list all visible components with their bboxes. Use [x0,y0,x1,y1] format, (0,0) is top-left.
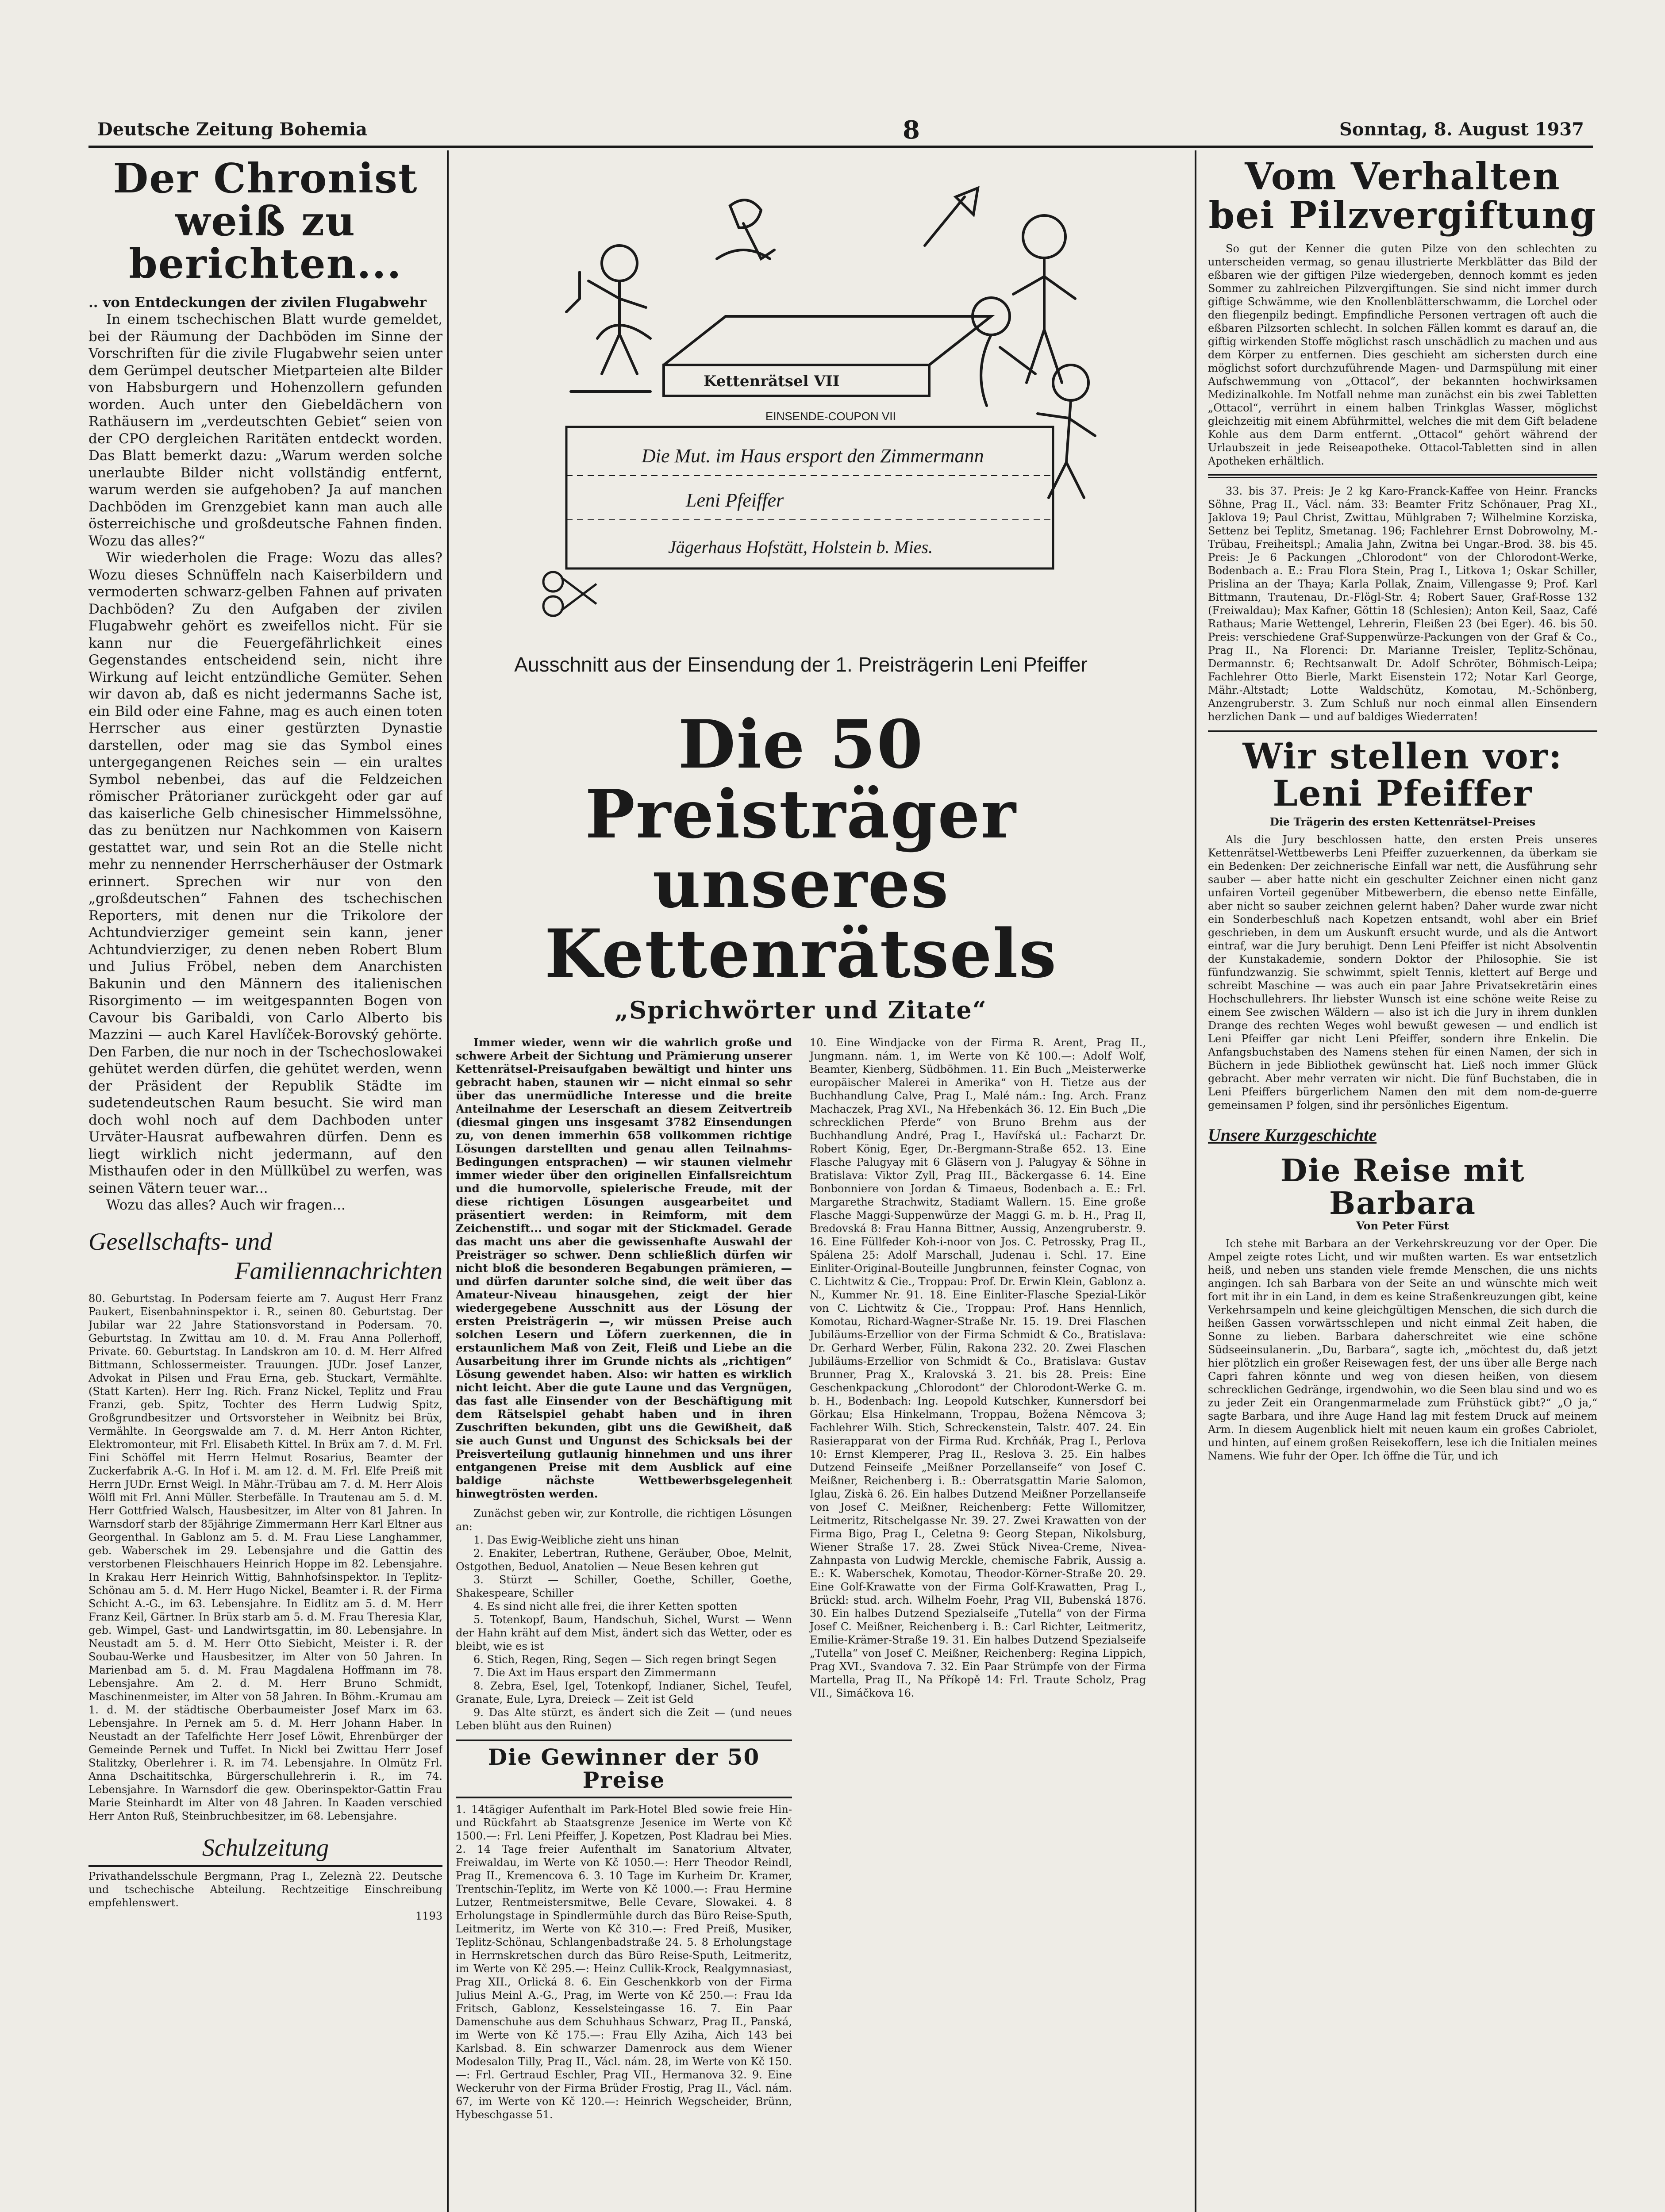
winners-rule-bottom [456,1797,792,1798]
solution-5: 5. Totenkopf, Baum, Handschuh, Sichel, Wurst — Wenn der Hahn kräht auf dem Mist, ändert sich das Wetter, oder es bleibt, wie es ist [456,1613,792,1652]
paper-name: Deutsche Zeitung Bohemia [97,119,367,140]
pilz-headline: Vom Verhalten bei Pilzvergiftung [1208,154,1597,238]
coupon-entry-name: Leni Pfeiffer [686,489,784,511]
winners-left-column [456,1036,792,2121]
contest-intro: Immer wieder, wenn wir die wahrlich große und schwere Arbeit der Sichtung und Prämierung unserer Kettenrätsel-Preisaufgaben bewältigt und hinter uns gebracht haben, staunen wir — nicht einmal so sehr über das unermüdliche Interesse und die breite Anteilnahme der Leserschaft an diesem Zeitvertreib (diesmal gingen uns insgesamt 3782 Einsendungen zu, von denen immerhin 658 vollkommen richtige Lösungen darstellten und genau allen Teilnahms-Bedingungen entsprachen) — wir staunen vielmehr immer wieder über den originellen Einfallsreichtum und die humorvolle, spielerische Freude, mit der diese richtigen Lösungen ausgearbeitet und präsentiert werden: in Reimform, mit dem Zeichenstift... und sogar mit der Stickmadel. Gerade das macht uns aber die gewissenhafte Auswahl der Preisträger so schwer. Denn schließlich dürfen wir nicht bloß die besonderen Begabungen prämieren, — und dürfen darunter solche sind, die weit über das Amateur-Niveau hinausgehen, zeigt der hier wiedergegebene Ausschnitt aus der Lösung der ersten Preisträgerin —, wir müssen Preise auch solchen Lesern und Löfern zuerkennen, die in erstaunlichem Maß von Zeit, Fleiß und Liebe an die Ausarbeitung ihrer im Grunde nichts als „richtigen“ Lösung gewendet haben. Also: wir hatten es wirklich nicht leicht. Aber die gute Laune und das Vergnügen, das fast alle Einsender von der Beschäftigung mit dem Rätselspiel gehabt haben und in ihren Zuschriften bekunden, gibt uns die Gewißheit, daß sie auch Gunst und Ungunst des Schicksals bei der Preisverteilung gutlaunig hinnehmen und uns ihrer entgangenen Preise mit dem Ausblick auf eine baldige nächste Wettbewerbsgelegenheit hinwegtrösten werden. [456,1036,792,1500]
chronist-para-3: Wozu das alles? Auch wir fragen... [106,1197,346,1214]
society-heading-line-2: Familiennachrichten [235,1257,442,1285]
winners-list-part-2: 10. Eine Windjacke von der Firma R. Arent, Prag II., Jungmann. nám. 1, im Werte von Kč 100.—: Adolf Wolf, Beamter, Kienberg, Südböhmen. 11. Ein Buch „Meisterwerke europäischer Malerei in Amerika“ von H. Tietze aus der Buchhandlung Calve, Prag I., Malé nám.: Ing. Arch. Franz Machaczek, Prag XVI., Na Hřebenkách 36. 12. Ein Buch „Die schrecklichen Pferde“ von Bruno Brehm aus der Buchhandlung André, Prag I., Havířská ul.: Facharzt Dr. Robert König, Eger, Dr.-Bergmann-Straße 652. 13. Eine Flasche Palugyay mit 6 Gläsern von J. Palugyay & Söhne in Bratislava: Viktor Zyll, Prag III., Bäckergasse 6. 14. Eine Bonbonniere von Jordan & Timaeus, Bodenbach a. E.: Frl. Margarethe Strachwitz, Stadiamt Wallern. 15. Eine große Flasche Maggi-Suppenwürze der Maggi G. m. b. H., Prag II, Bredovská 8: Frau Hanna Bittner, Aussig, Anzengruberstr. 9. 16. Eine Füllfeder Koh-i-noor von Jos. C. Petrossky, Prag II., Spálena 25: Adolf Marschall, Judenau i. Schl. 17. Eine Einliter-Original-Bouteille Jungbrunnen, feinster Cognac, von C. Lichtwitz & Cie., Troppau: Prof. Dr. Erwin Klein, Gablonz a. N., Kummer Nr. 91. 18. Eine Einliter-Flasche Spezial-Likör von C. Lichtwitz & Cie., Troppau: Prof. Hans Hennlich, Komotau, Richard-Wagner-Straße Nr. 15. 19. Drei Flaschen Jubiläums-Erzellior von der Firma Schmidt & Co., Bratislava: Dr. Gerhard Werber, Fülin, Rakona 232. 20. Zwei Flaschen Jubiläums-Erzellior von Schmidt & Co., Bratislava: Gustav Brunner, Prag X., Kralovská 3. 21. bis 28. Preis: Eine Geschenkpackung „Chlorodont“ der Chlorodont-Werke G. m. b. H., Bodenbach: Ing. Leopold Kutschker, Kunnersdorf bei Görkau; Elsa Hinkelmann, Troppau, Božena Němcova 3; Fachlehrer Wilh. Stich, Schreckenstein, Talstr. 407. 24. Ein Rasierapparat von der Firma Rud. Krchňák, Prag I., Perlova 10: Ernst Klemperer, Prag II., Reslova 3. 25. Ein halbes Dutzend Feinseife „Meißner Porzellanseife“ von Josef C. Meißner, Reichenberg i. B.: Oberratsgattin Marie Salomon, Iglau, Ziskà 6. 26. Ein halbes Dutzend Meißner Porzellanseife von Josef C. Meißner, Reichenberg: Fette Willomitzer, Leitmeritz, Ritschelgasse Nr. 39. 27. Zwei Krawatten von der Firma Bigo, Prag I., Celetna 9: Georg Stepan, Nikolsburg, Wiener Straße 17. 28. Zwei Stück Nivea-Creme, Nivea-Zahnpasta von Ludwig Merckle, chemische Fabrik, Aussig a. E.: K. Waberschek, Komotau, Theodor-Körner-Straße 20. 29. Eine Golf-Krawatte von der Firma Golf-Krawatten, Prag I., Brückl: stud. arch. Wilhelm Foehr, Prag VII, Bubenská 1876. 30. Ein halbes Dutzend Spezialseife „Tutella“ von der Firma Josef C. Meißner, Reichenberg i. B.: Carl Richter, Leitmeritz, Emilie-Krämer-Straße 19. 31. Ein halbes Dutzend Spezialseife „Tutella“ von Josef C. Meißner, Reichenberg: Regina Lippich, Prag XVI., Svandova 7. 32. Ein Paar Strümpfe von der Firma Martella, Prag II., Na Příkopě 14: Frl. Traute Scholz, Prag VII., Simáčkova 16. [810,1036,1146,1699]
chronist-para-2: Wir wiederholen die Frage: Wozu das alles? Wozu dieses Schnüffeln nach Kaiserbildern und vermoderten schwarz-gelben Fahnen auf privaten Dachböden? Zu den Aufgaben der zivilen Flugabwehr gehört es zweifellos nicht. Für sie kann nur die Feuergefährlichkeit eines Gegenstandes entscheidend sein, nicht ihre Wirkung auf leicht entzündliche Gemüter. Sehen wir davon ab, daß es nicht jedermanns Sache ist, ein Bild oder eine Fahne, mag es auch einen toten Herrscher aus einer gestürzten Dynastie darstellen, oder mag sie das Symbol eines untergegangenen Reiches sein — ein uraltes Symbol nebenbei, das auf die Feldzeichen römischer Prätorianer zurückgeht oder gar auf das kaiserliche Gelb chinesischer Himmelssöhne, das zu benützen nur Nachkommen von Kaisern gestattet war, und sein Rot an die Stelle nicht mehr zu nennender Herrscherhäuser der Ostmark erinnert. Sprechen wir nur von den „großdeutschen“ Fahnen des tschechischen Reporters, mit denen nur die Trikolore der Achtundvierziger gemeint sein kann, jener Achtundvierziger, zu denen neben Robert Blum und Julius Fröbel, neben dem Anarchisten Bakunin und den Männern des italienischen Risorgimento — im weitgespannten Bogen von Cavour bis Garibaldi, von Carlo Alberto bis Mazzini — auch Karel Havlíček-Borovský gehörte. Den Farben, die nur noch in der Tschechoslowakei gehütet werden dürfen, die gehütet werden, wenn der Präsident der Republik Städte im sudetendeutschen Raum besucht. Sie wird man doch wohl noch auf dem Dachboden unter Urväter-Hausrat aufbewahren dürfen. Denn es liegt wirklich nicht jedermann, auf den Misthaufen oder in den Müllkübel zu werfen, was seinen Vätern teuer war... [88,550,442,1196]
winners-list-part-1: 1. 14tägiger Aufenthalt im Park-Hotel Bled sowie freie Hin- und Rückfahrt ab Staatsgrenze Jesenice im Werte von Kč 1500.—: Frl. Leni Pfeiffer, J. Kopetzen, Post Kladrau bei Mies. 2. 14 Tage freier Aufenthalt im Sanatorium Altvater, Freiwaldau, im Werte von Kč 1050.—: Herr Theodor Reindl, Prag II., Kremencova 6. 3. 10 Tage im Kurheim Dr. Kramer, Trentschin-Teplitz, im Werte von Kč 1000.—: Frau Hermine Lutzer, Rentmeistersmitwe, Belle Cevare, Slowakei. 4. 8 Erholungstage in Spindlermühle durch das Büro Reise-Sputh, Leitmeritz, im Werte von Kč 310.—: Fred Preiß, Musiker, Teplitz-Schönau, Schlangenbadstraße 24. 5. 8 Erholungstage in Herrnskretschen durch das Büro Reise-Sputh, Leitmeritz, im Werte von Kč 295.—: Heinz Cullik-Krock, Realgymnasiast, Prag XII., Orlická 8. 6. Ein Geschenkkorb von der Firma Julius Meinl A.-G., Prag, im Werte von Kč 250.—: Frau Ida Fritsch, Gablonz, Kesselsteingasse 16. 7. Ein Paar Damenschuhe aus dem Schuhhaus Schwarz, Prag II., Panská, im Werte von Kč 175.—: Frau Elly Aziha, Aich 143 bei Karlsbad. 8. Ein schwarzer Damenrock aus dem Wiener Modesalon Tilly, Prag II., Václ. nám. 28, im Werte von Kč 150.—: Frl. Gertraud Eschler, Prag VII., Hermanova 32. 9. Eine Weckeruhr von der Firma Brüder Frostig, Prag II., Václ. nám. 67, im Werte von Kč 120.—: Heinrich Wegscheider, Brünn, Hybeschgasse 51. [456,1803,792,2121]
right-column [1208,153,1597,2212]
chronist-lede: .. von Entdeckungen der zivilen Flugabwehr [88,294,427,311]
solutions-intro: Zunächst geben wir, zur Kontrolle, die richtigen Lösungen an: [456,1507,792,1533]
coupon-entry-solution: Die Mut. im Haus ersport den Zimmermann [642,445,984,467]
main-subhead: „Sprichwörter und Zitate“ [615,996,987,1024]
leni-headline-line-1: Wir stellen vor: [1242,735,1563,777]
chronist-para-1: In einem tschechischen Blatt wurde gemeldet, bei der Räumung der Dachböden im Sinne der Vorschriften für die zivile Flugabwehr seien unter dem Gerümpel deutscher Mietparteien alte Bilder von Habsburgern und Hohenzollern gefunden worden. Auch unter den Giebeldächern von Rathäusern im „verdeutschten Gebiet“ seien von der CPO dergleichen Raritäten entdeckt worden. Das Blatt bemerkt dazu: „Warum werden solche unerlaubte Bilder nicht vollständig entfernt, warum werden sie aufgehoben? Ja auf manchen Dachböden im Grenzgebiet kann man auch alle österreichische und großdeutsche Fahnen finden. Wozu das alles?“ [88,311,442,549]
story-text: Ich stehe mit Barbara an der Verkehrskreuzung vor der Oper. Die Ampel zeigte rotes Licht, und wir mußten warten. Es war entsetzlich heiß, und neben uns standen viele fremde Menschen, die uns nichts angingen. Ich sah Barbara von der Seite an und wünschte mich weit fort mit ihr in ein Land, in dem es keine Straßenkreuzungen gibt, keine Verkehrsampeln und keine gleichgültigen Menschen, die sich durch die heißen Gassen vorwärtsschlepen und nicht einmal Zeit haben, die Sonne zu lieben. Barbara daherschreitet wie eine schöne Südseeinsulanerin. „Du, Barbara“, sagte ich, „möchtest du, daß jetzt hier plötzlich ein großer Reisewagen fest, der uns über alle Berge nach Capri fahren könnte und weg von diesen heißen, von diesem schrecklichen Gedränge, irgendwohin, wo die Seen blau sind und wo es zu jeder Zeit ein Orangenmarmelade zum Frühstück gibt?“ „O ja,“ sagte Barbara, und ihre Auge Hand lag mit festem Druck auf meinem Arm. In diesem Augenblick hielt mit neuen kaum ein großes Cabriolet, und hinten, auf einem großen Reisekoffern, lese ich die Initialen meines Namens. Wie fuhr der Oper. Ich öffne die Tür, und ich [1208,1237,1597,1463]
leni-article: Als die Jury beschlossen hatte, den ersten Preis unseres Kettenrätsel-Wettbewerbs Leni Pfeiffer zuzuerkennen, da überkam sie ein Bedenken: Der zeichnerische Einfall war nett, die Ausführung sehr sauber — aber hatte nicht ein geschulter Zeichner einen nicht ganz unfairen Vorteil gegenüber Mitbewerbern, die ebenso nette Einfälle, aber nicht so sauber zeichnen gelernt haben? Daher wurde zwar nicht ein Sonderbeschluß nach Kopetzen entsandt, wohl aber ein Brief geschrieben, in dem um Auskunft ersucht wurde, und als die Antwort eintraf, war die Jury beruhigt. Denn Leni Pfeiffer ist nicht Absolventin der Kunstakademie, sondern Doktor der Philosophie. Sie ist fünfundzwanzig. Sie schwimmt, spielt Tennis, klettert auf Berge und schreibt Maschine — was auch ein paar Jahre Privatsekretärin eines Hochschullehrers. Ihr liebster Wunsch ist eine schöne weite Reise zu einem See zwischen Wäldern — also ist ich die Jury in ihrem dunklen Drange des rechten Weges wohl bewußt gewesen — und endlich ist Leni Pfeiffer gar nicht Leni Pfeiffer, sondern ihre Enkelin. Die Anfangsbuchstaben des Namens stehen für einen Namen, der sich in Büchern in jede Bibliothek gewünscht hat. Ließ noch immer Glück gebracht. Aber mehr verraten wir nicht. Die fünf Buchstaben, die in Leni Pfeiffers bürgerlichem Namen den mit dem nom-de-guerre gemeinsamen P folgen, sind ihr persönliches Eigentum. [1208,833,1597,1112]
solution-7: 7. Die Axt im Haus erspart den Zimmermann [473,1666,716,1679]
winners-rule [456,1740,792,1741]
solution-1: 1. Das Ewig-Weibliche zieht uns hinan [473,1533,679,1546]
middle-column [456,153,1146,2212]
story-headline: Die Reise mit Barbara [1280,1152,1525,1221]
column-rule-left [447,150,449,2212]
school-heading: Schulzeitung [202,1834,329,1862]
main-headline-line-1: Die 50 Preisträger [585,706,1017,853]
school-notice: Privathandelsschule Bergmann, Prag I., Zeleznà 22. Deutsche und tschechische Abteilung. Rechtzeitige Einschreibung empfehlenswert. [88,1870,442,1909]
cartoon-drawing [456,170,1146,692]
solution-9: 9. Das Alte stürzt, es ändert sich die Zeit — (und neues Leben blüht aus den Ruinen) [456,1706,792,1732]
left-column [88,153,442,2212]
pilz-rule [1208,474,1597,478]
main-headline-line-2: unseres Kettenrätsels [544,845,1057,993]
leni-rule [1208,730,1597,732]
prize-illustration [456,170,1146,776]
solution-2: 2. Enakiter, Lebertran, Ruthene, Geräuber, Oboe, Melnit, Ostgothen, Beduol, Anatolien — Neue Besen kehren gut [456,1547,792,1573]
chronist-headline: Der Chronist weiß zu berichten... [113,154,418,288]
winners-heading: Die Gewinner der 50 Preise [488,1743,760,1793]
pilz-article: So gut der Kenner die guten Pilze von den schlechten zu unterscheiden vermag, so genau illustrierte Merkblätter das Bild der eßbaren wie der giftigen Pilze wiedergeben, dennoch kommt es jeden Sommer zu zahlreichen Pilzvergiftungen. Sie sind nicht immer durch giftige Schwämme, wie den Knollenblätterschwamm, die Lorchel oder den fliegenpilz bedingt. Empfindliche Personen vertragen oft auch die eßbaren Pilzsorten schlecht. In solchen Fällen kommt es darauf an, die giftig wirkenden Stoffe möglichst rasch unschädlich zu machen und aus dem Körper zu entfernen. Dies geschieht am sichersten durch eine möglichst sofort durchzuführende Magen- und Darmspülung mit einer Aufschwemmung von „Ottacol“, der bekannten hochwirksamen Medizinalkohle. Im Notfall nehme man zunächst ein bis zwei Tabletten „Ottacol“, verrührt in einem halben Trinkglas Wasser, möglichst gleichzeitig mit einem Abführmittel, welches die mit dem Gift beladene Kohle aus dem Darm entfernt. „Ottacol“ gehört während der Urlaubszeit in jede Reiseapotheke. Ottacol-Tabletten sind in allen Apotheken erhältlich. [1208,242,1597,468]
winners-body [456,1036,1146,2121]
solution-6: 6. Stich, Regen, Ring, Segen — Sich regen bringt Segen [473,1653,777,1666]
solution-4: 4. Es sind nicht alle frei, die ihrer Ketten spotten [473,1600,738,1613]
coupon-title: Kettenrätsel VII [704,373,840,390]
society-heading-line-1: Gesellschafts- und [88,1228,273,1256]
coupon-entry-address: Jägerhaus Hofstätt, Holstein b. Mies. [668,537,933,557]
issue-date: Sonntag, 8. August 1937 [1339,119,1584,140]
coupon-label: EINSENDE-COUPON VII [765,410,896,423]
school-code: 1193 [415,1909,442,1922]
masthead [88,113,1593,148]
scissors-icon [543,572,596,616]
story-label: Unsere Kurzgeschichte [1208,1125,1377,1145]
illustration-caption: Ausschnitt aus der Einsendung der 1. Preisträgerin Leni Pfeiffer [514,653,1088,676]
solution-3: 3. Stürzt — Schiller, Goethe, Schiller, Goethe, Shakespeare, Schiller [456,1573,792,1599]
solution-8: 8. Zebra, Esel, Igel, Totenkopf, Indianer, Sichel, Teufel, Granate, Eule, Lyra, Dreieck — Zeit ist Geld [456,1679,792,1705]
page-number: 8 [903,115,920,145]
leni-headline-line-2: Leni Pfeiffer [1273,772,1533,814]
story-author: Von Peter Fürst [1356,1219,1449,1233]
leni-subhead: Die Trägerin des ersten Kettenrätsel-Preises [1270,815,1535,829]
winners-right-column [810,1036,1146,2121]
society-notices: 80. Geburtstag. In Podersam feierte am 7. August Herr Franz Paukert, Eisenbahninspektor i. R., seinen 80. Geburtstag. Der Jubilar war 22 Jahre Stationsvorstand in Podersam. 70. Geburtstag. In Zwittau am 10. d. M. Frau Anna Pollerhoff, Private. 60. Geburtstag. In Landskron am 10. d. M. Herr Alfred Bittmann, Schlossermeister. Trauungen. JUDr. Josef Lanzer, Advokat in Pilsen und Frau Erna, geb. Stuckart, Vermählte. (Statt Karten). Herr Ing. Rich. Franz Nickel, Teplitz und Frau Franzi, geb. Spitz, Tochter des Herrn Ludwig Spitz, Großgrundbesitzer und Ortsvorsteher in Weibnitz bei Brüx, Vermählte. In Georgswalde am 7. d. M. Herr Anton Richter, Elektromonteur, mit Frl. Elisabeth Kittel. In Brüx am 7. d. M. Frl. Fini Schöffel mit Herrn Helmut Rosarius, Beamter der Zuckerfabrik A.-G. In Hof i. M. am 12. d. M. Frl. Elfe Preiß mit Herrn JUDr. Ernst Weigl. In Mähr.-Trübau am 7. d. M. Herr Alois Wölfl mit Frl. Anni Müller. Sterbefälle. In Trautenau am 5. d. M. Herr Gottfried Walsch, Hausbesitzer, im Alter von 81 Jahren. In Warnsdorf starb der 85jährige Zimmermann Herr Karl Eltner aus Georgenthal. In Gablonz am 5. d. M. Frau Liese Langhammer, geb. Waberschek im 29. Lebensjahre und die Gattin des verstorbenen Fleischhauers Heinrich Hoppe im 82. Lebensjahre. In Krakau Herr Heinrich Wittig, Bahnhofsinspektor. In Teplitz-Schönau am 5. d. M. Herr Hugo Nickel, Beamter i. R. der Firma Schicht A.-G., im 63. Lebensjahre. In Eidlitz am 5. d. M. Herr Franz Keil, Gärtner. In Brüx starb am 5. d. M. Frau Theresia Klar, geb. Wimpel, Gast- und Landwirtsgattin, im 80. Lebensjahre. In Neustadt am 5. d. M. Herr Otto Siebicht, Meister i. R. der Soubau-Werke und Hausbesitzer, im Alter von 50 Jahren. In Marienbad am 5. d. M. Frau Magdalena Hoffmann im 78. Lebensjahre. Am 2. d. M. Herr Bruno Schmidt, Maschinenmeister, im Alter von 58 Jahren. In Böhm.-Krumau am 1. d. M. der städtische Oberbaumeister Josef Marx im 63. Lebensjahre. In Pernek am 5. d. M. Herr Johann Haber. In Neustadt an der Tafelfichte Herr Josef Löwit, Ehrenbürger der Gemeinde Pernek und Tuffet. In Nickl bei Zwittau Herr Josef Stalitzky, Oberlehrer i. R. im 74. Lebensjahre. In Olmütz Frl. Anna Dschaititschka, Bürgerschullehrerin i. R., im 74. Lebensjahre. In Warnsdorf die gew. Oberinspektor-Gattin Frau Marie Steinhardt im Alter von 48 Jahren. In Kaaden verschied Herr Anton Ruß, Steinbruchbesitzer, im 68. Lebensjahre. [88,1292,442,1822]
column-rule-right [1195,150,1196,2212]
prizes-continuation: 33. bis 37. Preis: Je 2 kg Karo-Franck-Kaffee von Heinr. Francks Söhne, Prag II., Václ. nám. 33: Beamter Fritz Schönauer, Prag XI., Jaklova 19; Paul Christ, Zwittau, Mühlgraben 7; Wilhelmine Korziska, Settenz bei Teplitz, Smetanag. 196; Fachlehrer Ernst Dobrowolny, M.-Trübau, Freiheitspl.; Amalia Jahn, Zwitna bei Ungar.-Brod. 38. bis 45. Preis: Je 6 Packungen „Chlorodont“ von der Chlorodont-Werke, Bodenbach a. E.: Frau Flora Stein, Prag I., Litkova 1; Oskar Schiller, Prislina an der Thaya; Karla Pollak, Znaim, Villengasse 9; Prof. Karl Bittmann, Trautenau, Dr.-Flögl-Str. 4; Robert Sauer, Graf-Rosse 132 (Freiwaldau); Max Kafner, Göttin 18 (Schlesien); Anton Keil, Saaz, Café Rathaus; Marie Wettengel, Lehrerin, Fleißen 23 (bei Eger). 46. bis 50. Preis: verschiedene Graf-Suppenwürze-Packungen von der Graf & Co., Prag II., Na Florenci: Dr. Marianne Treisler, Teplitz-Schönau, Dermannstr. 6; Rechtsanwalt Dr. Adolf Schröter, Böhmisch-Leipa; Fachlehrer Otto Bierle, Markt Eisenstein 172; Notar Karl George, Mähr.-Altstadt; Lotte Waldschütz, Komotau, M.-Schönberg, Anzengruberstr. 3. Zum Schluß nur noch einmal allen Einsendern herzlichen Dank — und auf baldiges Wiederraten! [1208,485,1597,723]
school-rule [88,1865,442,1867]
